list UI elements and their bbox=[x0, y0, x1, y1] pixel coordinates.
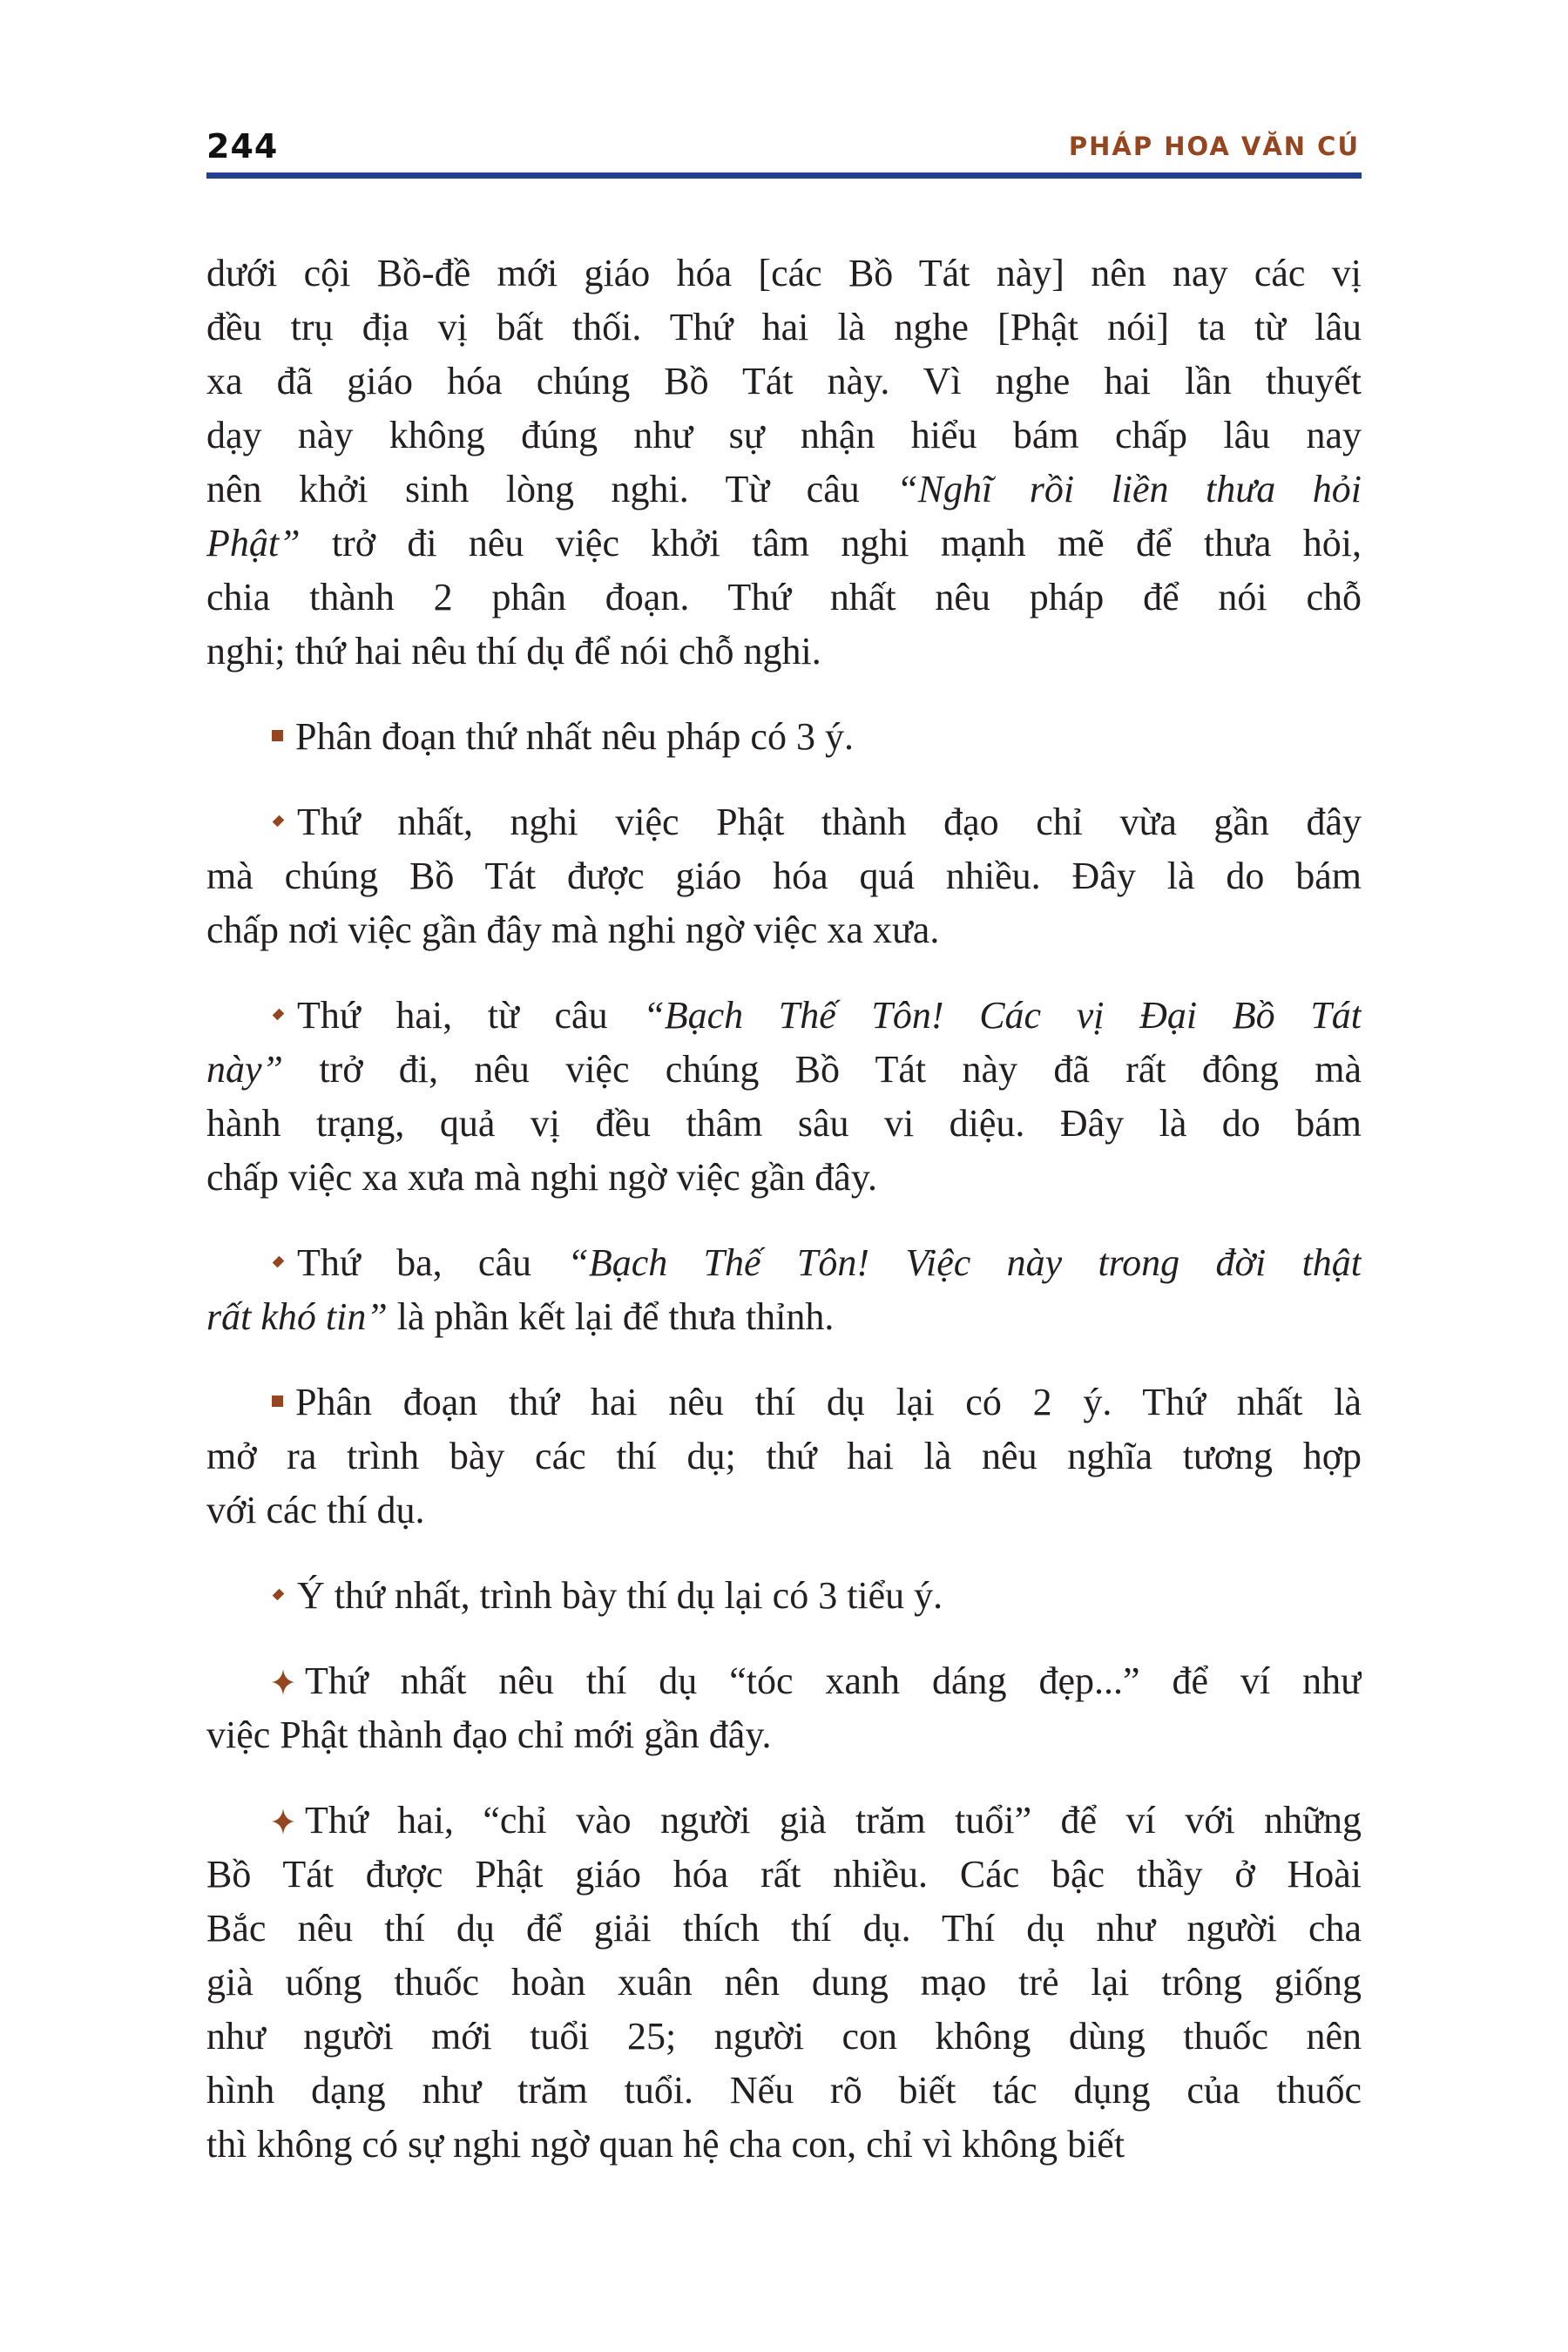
text-run: chấp việc xa xưa mà nghi ngờ việc gần đây. bbox=[206, 1156, 877, 1199]
text-run: Bắc nêu thí dụ để giải thích thí dụ. Thí dụ như người cha bbox=[206, 1907, 1362, 1950]
text-line bbox=[206, 571, 1362, 625]
paragraph bbox=[206, 247, 1362, 679]
text-run: chấp nơi việc gần đây mà nghi ngờ việc xa xưa. bbox=[206, 909, 940, 951]
text-run: xa đã giáo hóa chúng Bồ Tát này. Vì nghe hai lần thuyết bbox=[206, 360, 1362, 402]
text-line bbox=[206, 1902, 1362, 1956]
text-line bbox=[206, 625, 1362, 679]
header-rule bbox=[206, 172, 1362, 179]
text-run: Thứ hai, từ câu bbox=[297, 994, 644, 1037]
text-run: với các thí dụ. bbox=[206, 1489, 425, 1531]
page-number: 244 bbox=[206, 127, 279, 166]
bulleted-paragraph bbox=[206, 1375, 1362, 1538]
text-line bbox=[206, 1236, 1362, 1290]
running-header bbox=[206, 127, 1362, 166]
diamond-bullet-icon bbox=[273, 1009, 285, 1021]
text-run: Thứ nhất nêu thí dụ “tóc xanh dáng đẹp...” để ví như bbox=[305, 1659, 1362, 1702]
text-line bbox=[206, 1654, 1362, 1708]
text-line bbox=[206, 355, 1362, 409]
text-line bbox=[206, 301, 1362, 355]
text-line bbox=[206, 1429, 1362, 1484]
text-run: nghi; thứ hai nêu thí dụ để nói chỗ nghi. bbox=[206, 630, 821, 672]
bulleted-paragraph bbox=[206, 795, 1362, 957]
star-bullet-icon bbox=[272, 1669, 294, 1695]
diamond-bullet-icon bbox=[273, 815, 285, 828]
diamond-bullet-icon bbox=[273, 1589, 285, 1601]
text-run: là phần kết lại để thưa thỉnh. bbox=[387, 1295, 835, 1338]
text-line bbox=[206, 1151, 1362, 1205]
text-line bbox=[206, 2010, 1362, 2064]
text-run: trở đi, nêu việc chúng Bồ Tát này đã rất đông mà bbox=[283, 1048, 1362, 1091]
bulleted-paragraph bbox=[206, 1569, 1362, 1623]
text-line bbox=[206, 903, 1362, 957]
text-run: hành trạng, quả vị đều thâm sâu vi diệu. Đây là do bám bbox=[206, 1102, 1362, 1145]
text-run: Thứ hai, “chỉ vào người già trăm tuổi” để ví với những bbox=[305, 1799, 1362, 1842]
text-run: đều trụ địa vị bất thối. Thứ hai là nghe [Phật nói] ta từ lâu bbox=[206, 306, 1362, 348]
bulleted-paragraph bbox=[206, 1236, 1362, 1344]
text-line bbox=[206, 2064, 1362, 2118]
text-run: Thứ nhất, nghi việc Phật thành đạo chỉ vừa gần đây bbox=[297, 801, 1362, 843]
text-line bbox=[206, 1484, 1362, 1538]
text-run: trở đi nêu việc khởi tâm nghi mạnh mẽ để thưa hỏi, bbox=[300, 522, 1362, 564]
square-bullet-icon bbox=[272, 730, 283, 741]
text-line bbox=[206, 247, 1362, 301]
text-run: chia thành 2 phân đoạn. Thứ nhất nêu pháp để nói chỗ bbox=[206, 576, 1362, 618]
text-line bbox=[206, 1848, 1362, 1902]
text-line bbox=[206, 1794, 1362, 1848]
text-line bbox=[206, 1043, 1362, 1097]
italic-quote: “Nghĩ rồi liền thưa hỏi bbox=[896, 468, 1362, 510]
italic-quote: này” bbox=[206, 1048, 283, 1091]
square-bullet-icon bbox=[272, 1396, 283, 1407]
text-line bbox=[206, 795, 1362, 849]
italic-quote: “Bạch Thế Tôn! Các vị Đại Bồ Tát bbox=[643, 994, 1362, 1037]
text-run: mà chúng Bồ Tát được giáo hóa quá nhiều. Đây là do bám bbox=[206, 855, 1362, 897]
text-run: dạy này không đúng như sự nhận hiểu bám chấp lâu nay bbox=[206, 414, 1362, 456]
body-text bbox=[206, 247, 1362, 2203]
text-line bbox=[206, 463, 1362, 517]
text-run: Phân đoạn thứ hai nêu thí dụ lại có 2 ý. Thứ nhất là bbox=[295, 1381, 1362, 1423]
text-run: Phân đoạn thứ nhất nêu pháp có 3 ý. bbox=[295, 715, 854, 758]
star-bullet-icon bbox=[272, 1808, 294, 1835]
book-title: PHÁP HOA VĂN CÚ bbox=[1068, 132, 1360, 161]
text-line bbox=[206, 1708, 1362, 1762]
bulleted-paragraph bbox=[206, 1654, 1362, 1762]
text-line bbox=[206, 1569, 1362, 1623]
text-run: nên khởi sinh lòng nghi. Từ câu bbox=[206, 468, 897, 510]
text-line bbox=[206, 2118, 1362, 2172]
text-line bbox=[206, 989, 1362, 1043]
text-run: mở ra trình bày các thí dụ; thứ hai là nêu nghĩa tương hợp bbox=[206, 1435, 1362, 1477]
text-line bbox=[206, 409, 1362, 463]
text-line bbox=[206, 849, 1362, 903]
text-line bbox=[206, 1956, 1362, 2010]
bulleted-paragraph bbox=[206, 710, 1362, 764]
text-line bbox=[206, 517, 1362, 571]
text-run: Thứ ba, câu bbox=[297, 1241, 568, 1284]
text-run: Bồ Tát được Phật giáo hóa rất nhiều. Các bậc thầy ở Hoài bbox=[206, 1853, 1362, 1896]
bulleted-paragraph bbox=[206, 1794, 1362, 2172]
text-run: hình dạng như trăm tuổi. Nếu rõ biết tác dụng của thuốc bbox=[206, 2069, 1362, 2112]
italic-quote: “Bạch Thế Tôn! Việc này trong đời thật bbox=[567, 1241, 1362, 1284]
text-line bbox=[206, 1290, 1362, 1344]
text-run: thì không có sự nghi ngờ quan hệ cha con, chỉ vì không biết bbox=[206, 2123, 1125, 2166]
italic-quote: rất khó tin” bbox=[206, 1295, 388, 1338]
text-run: như người mới tuổi 25; người con không dùng thuốc nên bbox=[206, 2015, 1362, 2058]
bulleted-paragraph bbox=[206, 989, 1362, 1205]
text-run: việc Phật thành đạo chỉ mới gần đây. bbox=[206, 1713, 772, 1756]
text-run: già uống thuốc hoàn xuân nên dung mạo trẻ lại trông giống bbox=[206, 1961, 1362, 2004]
text-line bbox=[206, 1375, 1362, 1429]
text-run: dưới cội Bồ-đề mới giáo hóa [các Bồ Tát này] nên nay các vị bbox=[206, 252, 1362, 294]
diamond-bullet-icon bbox=[273, 1256, 285, 1268]
text-line bbox=[206, 1097, 1362, 1151]
text-line bbox=[206, 710, 1362, 764]
italic-quote: Phật” bbox=[206, 522, 301, 564]
text-run: Ý thứ nhất, trình bày thí dụ lại có 3 tiểu ý. bbox=[297, 1574, 943, 1617]
